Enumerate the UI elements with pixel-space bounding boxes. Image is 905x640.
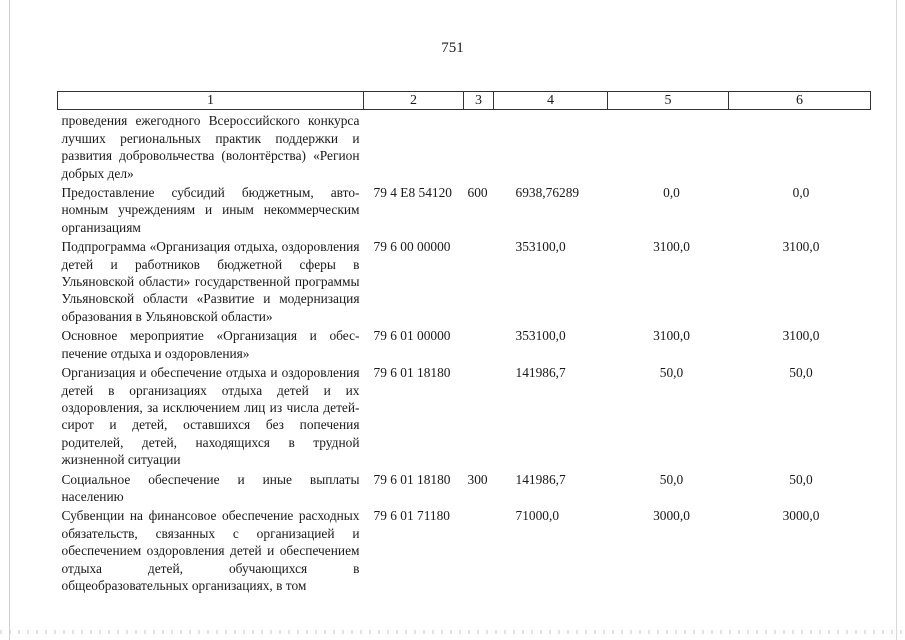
row-code: 79 4 E8 54120 (373, 185, 452, 201)
row-code: 79 6 01 18180 (373, 365, 451, 381)
row-name: Предоставление субсидий бюджетным, автономным учреждениям и иным некоммерческим организациям (61, 185, 360, 235)
row-code (364, 110, 464, 182)
column-header-4: 4 (494, 92, 608, 110)
row-type (464, 505, 494, 594)
row-sum-3: 3100,0 (782, 239, 820, 255)
table-row (58, 110, 871, 182)
column-header-3: 3 (464, 92, 494, 110)
row-name: проведения ежегодного Всероссийского конкурса лучших региональных практик поддержки и развития добровольчества (волонтёрства) «Регион добрых дел» (61, 113, 360, 181)
table-row (58, 325, 871, 362)
row-sum-2: 3000,0 (653, 508, 690, 524)
table-row (58, 362, 871, 468)
row-sum-1: 6938,76289 (515, 185, 580, 201)
scan-edge-right (896, 0, 897, 640)
row-name: Социальное обеспечение и иные выплаты населению (61, 471, 360, 504)
row-sum-1: 141986,7 (515, 365, 566, 381)
row-sum-1: 353100,0 (515, 328, 566, 344)
table-row (58, 469, 871, 506)
page-number: 751 (441, 40, 464, 56)
column-header-5: 5 (608, 92, 729, 110)
row-type (464, 236, 494, 325)
row-sum-2: 0,0 (663, 185, 680, 201)
row-code: 79 6 00 00000 (373, 239, 451, 255)
row-sum-2: 50,0 (659, 471, 684, 487)
budget-table (57, 91, 871, 594)
row-name: Подпрограмма «Организация отдыха, оздоровления детей и работников бюджетной сферы в Ульяновской области» государственной программы Ульяновской области «Развитие и модернизация образования в Ульяновской области» (61, 239, 360, 324)
table-row (58, 236, 871, 325)
header-row (58, 92, 871, 110)
column-header-2: 2 (364, 92, 464, 110)
row-code: 79 6 01 00000 (373, 328, 451, 344)
row-sum-3: 0,0 (792, 185, 810, 201)
row-name: Субвенции на финансовое обеспечение расходных обязательств, связанных с организацией и обеспечением оздоровления детей и обеспечением отдыха детей, обучающихся в общеобразовательных организациях, в том (61, 508, 360, 593)
row-sum-3: 3000,0 (782, 508, 820, 524)
column-header-1: 1 (58, 92, 364, 110)
column-header-6: 6 (729, 92, 871, 110)
table-row (58, 505, 871, 594)
row-sum-2: 3100,0 (653, 239, 690, 255)
row-type: 600 (467, 185, 488, 201)
row-type (464, 362, 494, 468)
row-name: Организация и обеспечение отдыха и оздоровления детей в организациях отдыха детей и их оздоровления, за исключением лиц из числа детей-сирот и детей, оставшихся без попечения родителей, детей, находящихся в трудной жизненной ситуации (61, 365, 360, 468)
row-code: 79 6 01 18180 (373, 471, 451, 487)
row-sum-2: 50,0 (659, 365, 684, 381)
row-sum-1: 71000,0 (515, 508, 560, 524)
row-code: 79 6 01 71180 (373, 508, 450, 524)
row-name: Основное мероприятие «Организация и обеспечение отдыха и оздоровления» (61, 328, 360, 361)
row-sum-3: 3100,0 (782, 328, 820, 344)
row-sum-2: 3100,0 (653, 328, 690, 344)
row-type (464, 325, 494, 362)
row-type: 300 (467, 471, 488, 487)
row-sum-1: 141986,7 (515, 471, 566, 487)
row-sum-3 (729, 110, 871, 182)
row-sum-1: 353100,0 (515, 239, 566, 255)
table-row (58, 182, 871, 236)
scan-edge-left (9, 0, 10, 640)
row-sum-3: 50,0 (789, 365, 813, 381)
row-sum-2 (608, 110, 729, 182)
row-sum-3: 50,0 (789, 471, 813, 487)
row-sum-1 (494, 110, 608, 182)
row-type (464, 110, 494, 182)
scan-noise (0, 630, 905, 634)
